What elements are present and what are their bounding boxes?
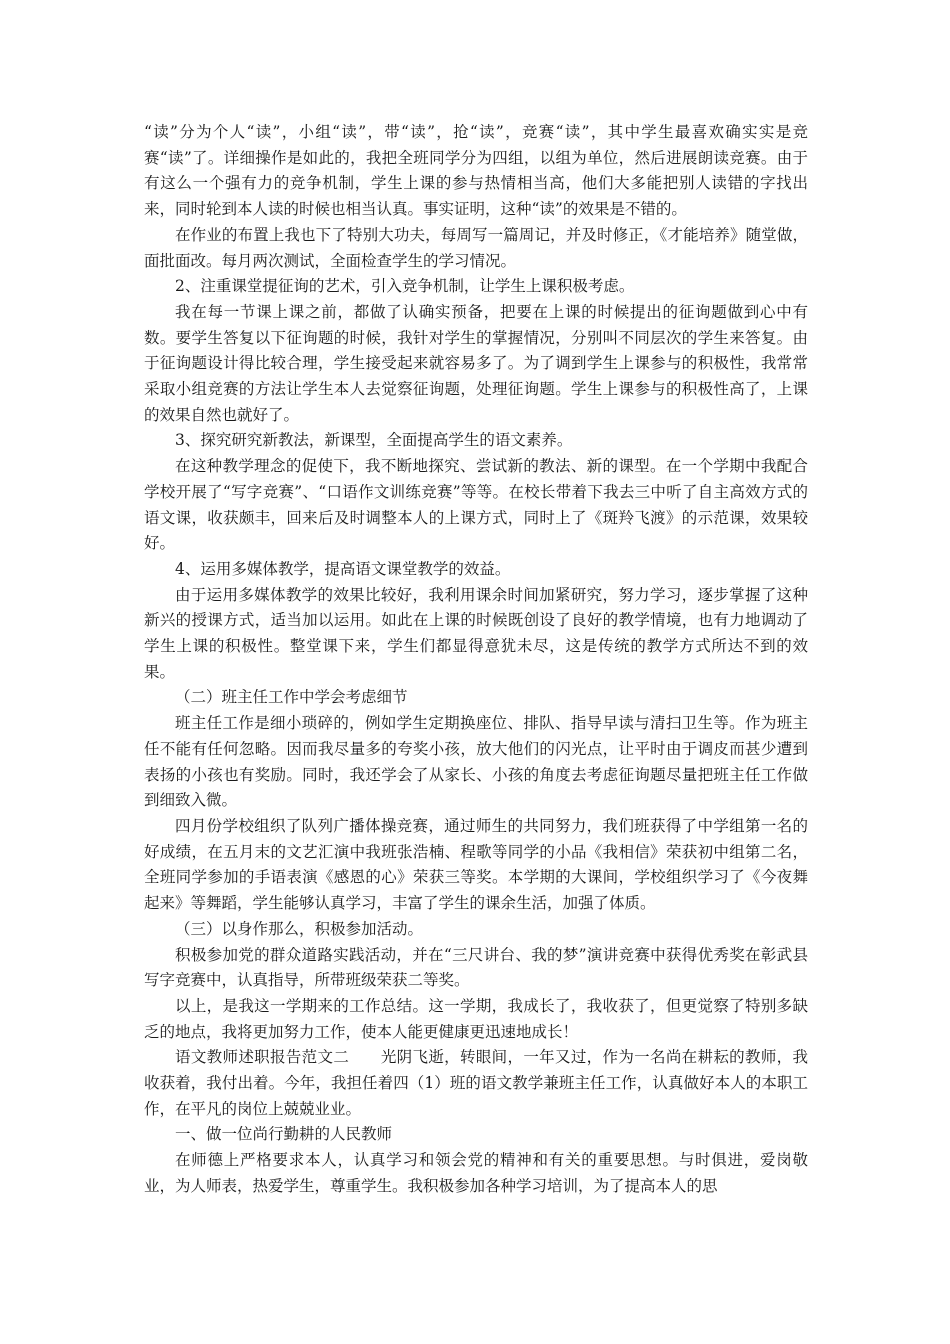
paragraph: 以上，是我这一学期来的工作总结。这一学期，我成长了，我收获了，但更觉察了特别多缺乏的地点，我将更加努力工作，使本人能更健康更迅速地成长！ (144, 996, 808, 1041)
paragraph: 在师德上严格要求本人，认真学习和领会党的精神和有关的重要思想。与时俱进，爱岗敬业，为人师表，热爱学生，尊重学生。我积极参加各种学习培训，为了提高本人的思 (144, 1151, 808, 1195)
paragraph: “读”分为个人“读”，小组“读”，带“读”，抢“读”，竞赛“读”，其中学生最喜欢确实实是竞赛“读”了。详细操作是如此的，我把全班同学分为四组，以组为单位，然后进展朗读竞赛。由于有这么一个强有力的竞争机制，学生上课的参与热情相当高，他们大多能把别人读错的字找出来，同时轮到本人读的时候也相当认真。事实证明，这种“读”的效果是不错的。 (144, 123, 808, 219)
paragraph: 四月份学校组织了队列广播体操竞赛，通过师生的共同努力，我们班获得了中学组第一名的好成绩，在五月末的文艺汇演中我班张浩楠、程歌等同学的小品《我相信》荣获初中组第二名，全班同学参加的手语表演《感恩的心》荣获三等奖。本学期的大课间，学校组织学习了《今夜舞起来》等舞蹈，学生能够认真学习，丰富了学生的课余生活，加强了体质。 (144, 816, 808, 913)
section-heading: 3、探究研究新教法，新课型，全面提高学生的语文素养。 (175, 431, 573, 450)
paragraph: 在作业的布置上我也下了特别大功夫，每周写一篇周记，并及时修正，《才能培养》随堂做，面批面改。每月两次测试，全面检查学生的学习情况。 (144, 225, 808, 270)
paragraph: 由于运用多媒体教学的效果比较好，我利用课余时间加紧研究，努力学习，逐步掌握了这种新兴的授课方式，适当加以运用。如此在上课的时候既创设了良好的教学情境，也有力地调动了学生上课的积极性。整堂课下来，学生们都显得意犹未尽，这是传统的教学方式所达不到的效果。 (144, 585, 808, 681)
section-heading: 4、运用多媒体教学，提高语文课堂教学的效益。 (175, 559, 511, 578)
document-body (144, 120, 808, 1200)
section-heading: （三）以身作那么，积极参加活动。 (175, 919, 424, 938)
section-heading: 一、做一位尚行勤耕的人民教师 (175, 1125, 393, 1144)
paragraph: 班主任工作是细小琐碎的，例如学生定期换座位、排队、指导早读与清扫卫生等。作为班主任不能有任何忽略。因而我尽量多的夸奖小孩，放大他们的闪光点，让平时由于调皮而甚少遭到表扬的小孩也有奖励。同时，我还学会了从家长、小孩的角度去考虑征询题尽量把班主任工作做到细致入微。 (144, 714, 808, 810)
section-heading: （二）班主任工作中学会考虑细节 (175, 688, 408, 707)
paragraph: 在这种教学理念的促使下，我不断地探究、尝试新的教法、新的课型。在一个学期中我配合学校开展了“写字竞赛”、“口语作文训练竞赛”等等。在校长带着下我去三中听了自主高效方式的语文课，收获颇丰，回来后及时调整本人的上课方式，同时上了《斑羚飞渡》的示范课，效果较好。 (144, 457, 808, 553)
section-heading: 2、注重课堂提征询的艺术，引入竞争机制，让学生上课积极考虑。 (175, 277, 635, 296)
paragraph: 语文教师述职报告范文二 光阴飞逝，转眼间，一年又过，作为一名尚在耕耘的教师，我收获着，我付出着。今年，我担任着四（1）班的语文教学兼班主任工作，认真做好本人的本职工作，在平凡的岗位上兢兢业业。 (144, 1048, 808, 1118)
paragraph: 积极参加党的群众道路实践活动，并在“三尺讲台、我的梦”演讲竞赛中获得优秀奖在彰武县写字竞赛中，认真指导，所带班级荣获二等奖。 (144, 945, 808, 990)
paragraph: 我在每一节课上课之前，都做了认确实预备，把要在上课的时候提出的征询题做到心中有数。要学生答复以下征询题的时候，我针对学生的掌握情况，分别叫不同层次的学生来答复。由于征询题设计得比较合理，学生接受起来就容易多了。为了调到学生上课参与的积极性，我常常采取小组竞赛的方法让学生本人去觉察征询题，处理征询题。学生上课参与的积极性高了，上课的效果自然也就好了。 (144, 302, 808, 424)
